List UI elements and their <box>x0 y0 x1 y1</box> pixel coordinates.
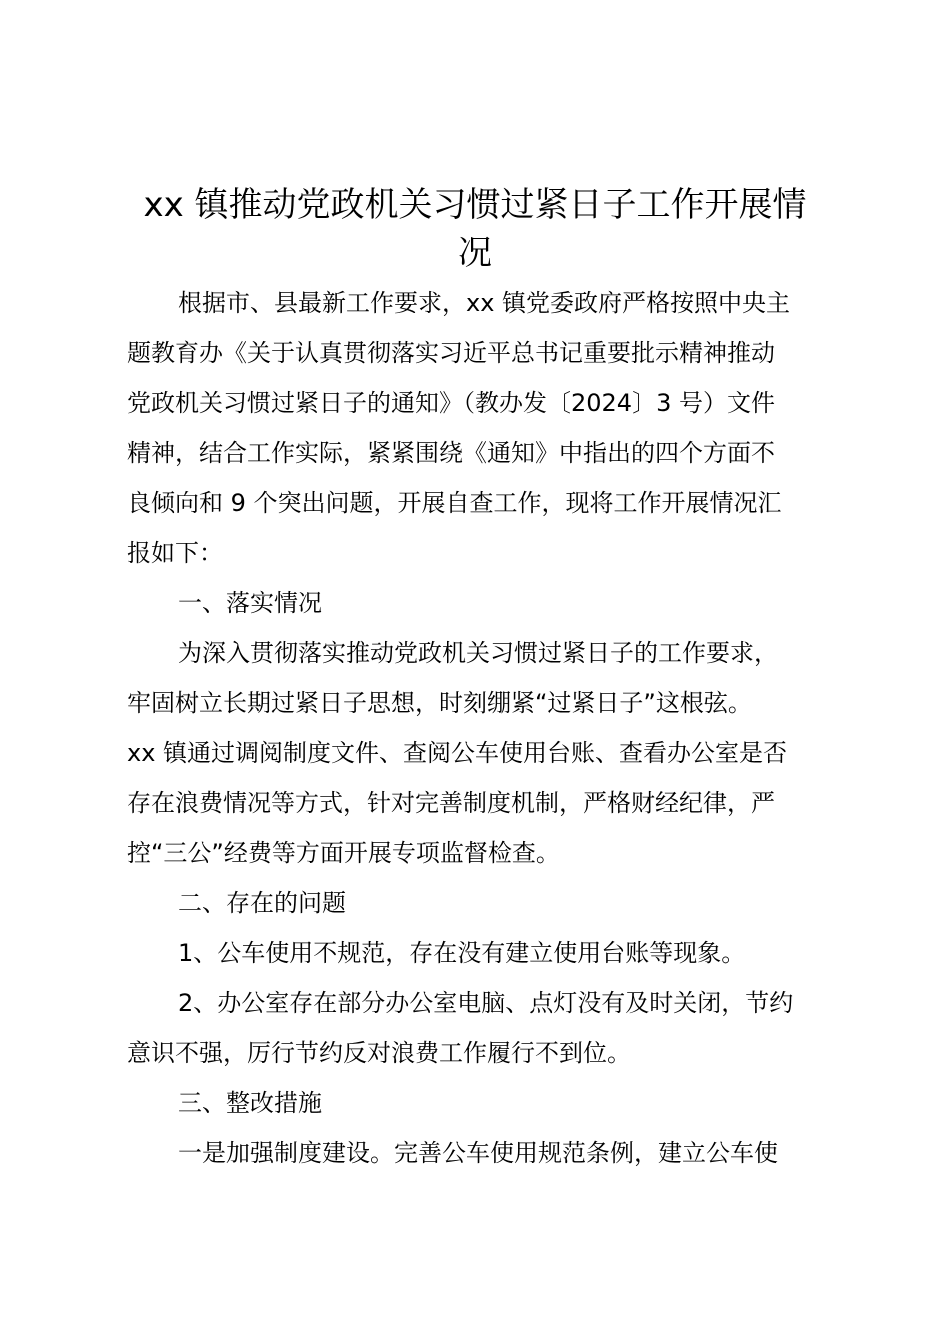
text-line: 党政机关习惯过紧日子的通知》（教办发〔2024〕3 号）文件 <box>127 389 775 417</box>
text-line: 一是加强制度建设。完善公车使用规范条例，建立公车使 <box>178 1139 778 1167</box>
heading-text: 二、存在的问题 <box>178 889 346 917</box>
text-line: 存在浪费情况等方式，针对完善制度机制，严格财经纪律，严 <box>127 789 775 817</box>
text-line: 根据市、县最新工作要求，xx 镇党委政府严格按照中央主 <box>178 289 791 317</box>
text-line: 精神，结合工作实际，紧紧围绕《通知》中指出的四个方面不 <box>127 439 775 467</box>
text-line: 控“三公”经费等方面开展专项监督检查。 <box>127 839 560 867</box>
text-line: 意识不强，厉行节约反对浪费工作履行不到位。 <box>127 1039 631 1067</box>
heading-text: 三、整改措施 <box>178 1089 322 1117</box>
heading-text: 一、落实情况 <box>178 589 322 617</box>
text-line: 报如下： <box>127 539 223 567</box>
text-line: 良倾向和 9 个突出问题，开展自查工作，现将工作开展情况汇 <box>127 489 782 517</box>
text-line: 1、公车使用不规范，存在没有建立使用台账等现象。 <box>178 939 746 967</box>
document-title-line-1: xx 镇推动党政机关习惯过紧日子工作开展情 <box>143 185 807 225</box>
text-line: 2、办公室存在部分办公室电脑、点灯没有及时关闭，节约 <box>178 989 794 1017</box>
text-line: xx 镇通过调阅制度文件、查阅公车使用台账、查看办公室是否 <box>127 739 788 767</box>
document-title-line-2: 况 <box>458 233 492 273</box>
text-line: 为深入贯彻落实推动党政机关习惯过紧日子的工作要求， <box>178 639 778 667</box>
text-line: 题教育办《关于认真贯彻落实习近平总书记重要批示精神推动 <box>127 339 775 367</box>
text-line: 牢固树立长期过紧日子思想，时刻绷紧“过紧日子”这根弦。 <box>127 689 752 717</box>
